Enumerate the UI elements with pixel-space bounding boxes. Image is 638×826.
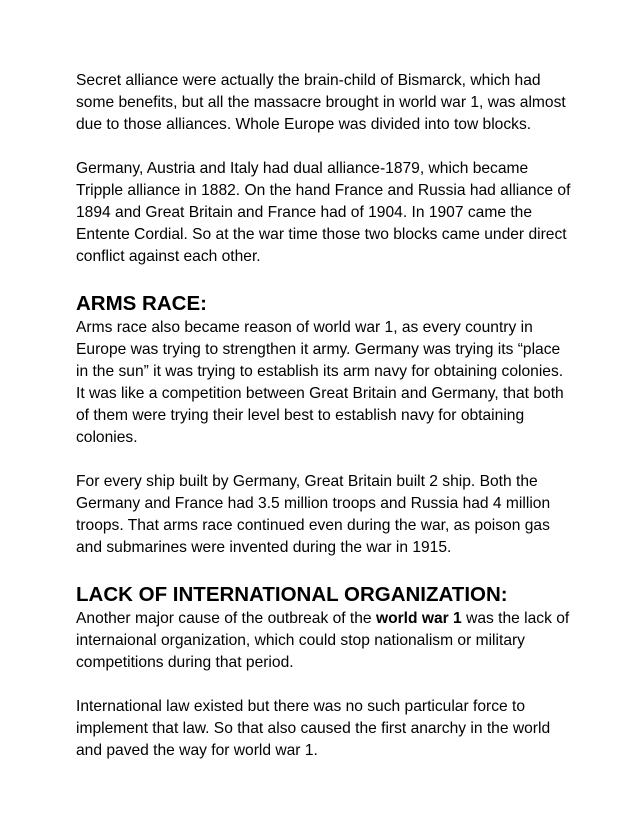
heading-arms-race: ARMS RACE: (76, 292, 207, 315)
paragraph-arms-race: Arms race also became reason of world war 1, as every country in Europe was trying to strengthen it army. Germany was trying its “place in the sun” it was trying to establish its arm navy for obtaining colonies. It was like a competition between Great Britain and Germany, that both of them were trying their level best to establish navy for obtaining colonies. (76, 319, 564, 446)
bold-text-world-war-1: world war 1 (375, 610, 462, 627)
paragraph-international-law: International law existed but there was no such particular force to implement that law. So that also caused the first anarchy in the world and paved the way for world war 1. (76, 698, 551, 759)
text-segment: Another major cause of the outbreak of the (76, 610, 376, 627)
paragraph-troops: For every ship built by Germany, Great Britain built 2 ship. Both the Germany and France had 3.5 million troops and Russia had 4 million troops. That arms race continued even during the war, as poison gas and submarines were invented during the war in 1915. (76, 473, 551, 556)
document-page (76, 70, 576, 784)
text-segment: was the lack of internaional organization, which could stop nationalism or military competitions during that period. (76, 610, 570, 671)
paragraph-major-cause (76, 608, 576, 674)
paragraph-secret-alliance: Secret alliance were actually the brain-child of Bismarck, which had some benefits, but all the massacre brought in world war 1, was almost due to those alliances. Whole Europe was divided into tow blocks. (76, 72, 566, 133)
heading-lack-of-international-organization: LACK OF INTERNATIONAL ORGANIZATION: (76, 583, 508, 606)
paragraph-alliances-history: Germany, Austria and Italy had dual alliance-1879, which became Tripple alliance in 1882. On the hand France and Russia had alliance of 1894 and Great Britain and France had of 1904. In 1907 came the Entente Cordial. So at the war time those two blocks came under direct conflict against each other. (76, 160, 571, 265)
